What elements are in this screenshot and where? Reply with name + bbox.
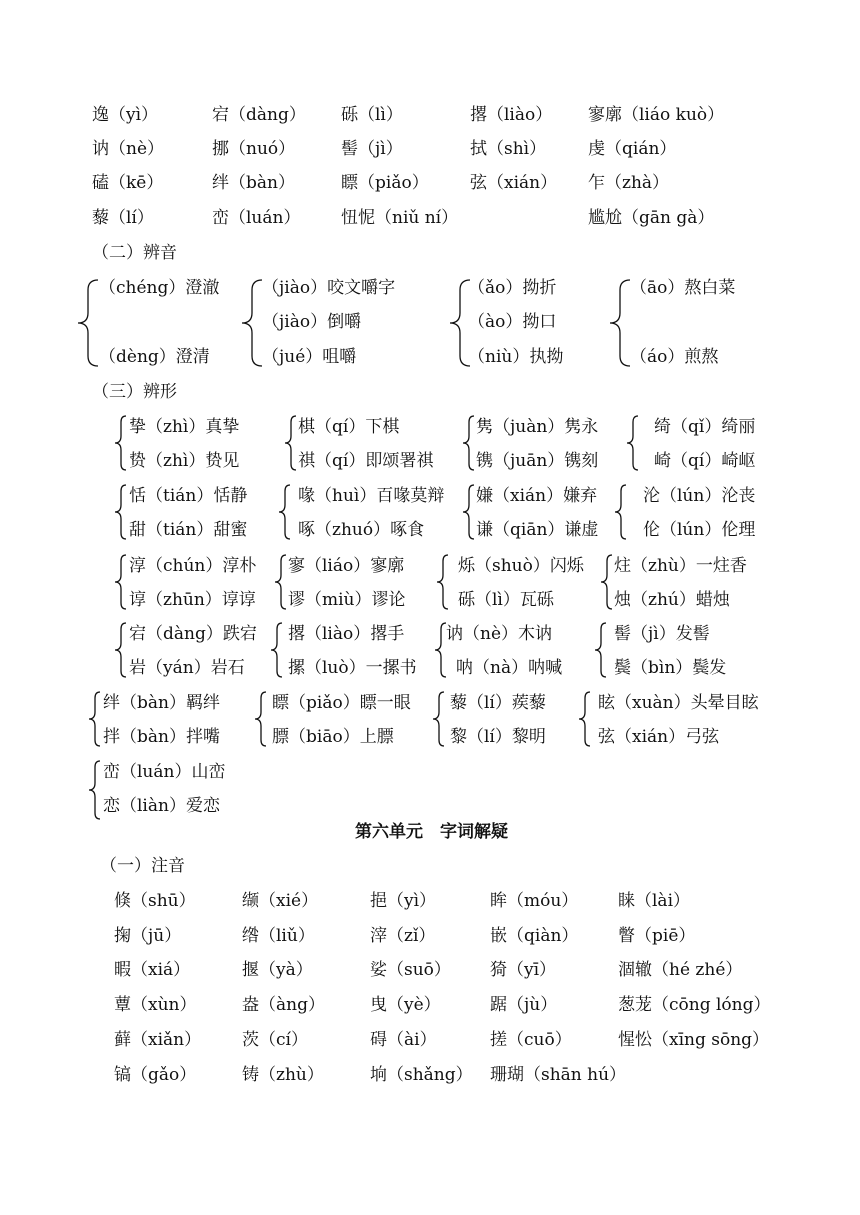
bianxing-item: 鬓（bìn）鬓发	[614, 658, 727, 678]
bianxing-item: 烁（shuò）闪烁	[458, 556, 584, 576]
zhuyin-item: 磕（kē）	[92, 173, 164, 193]
zhuyin-item: 睐（lài）	[618, 891, 691, 911]
brace-icon	[252, 690, 268, 748]
bianxing-item: 伦（lún）伦理	[643, 520, 756, 540]
bianxing-item: 藜（lí）蒺藜	[450, 693, 546, 713]
brace-icon	[460, 414, 476, 472]
zhuyin-item: 缬（xié）	[242, 891, 319, 911]
zhuyin-item: 葱茏（cōng lóng）	[618, 995, 771, 1015]
bianxing-item: 贽（zhì）贽见	[129, 451, 240, 471]
bianxing-item: 岩（yán）岩石	[129, 658, 245, 678]
zhuyin-item: 弦（xián）	[470, 173, 558, 193]
brace-icon	[460, 483, 476, 541]
unit6-title: 第六单元 字词解疑	[355, 822, 508, 842]
zhuyin-item: 逸（yì）	[92, 105, 159, 125]
bianxing-item: 棋（qí）下棋	[298, 417, 400, 437]
bianxing-item: 恋（liàn）爱恋	[103, 796, 220, 816]
bianyin-item: （niù）执拗	[468, 347, 564, 367]
zhuyin-item: 挹（yì）	[370, 891, 437, 911]
zhuyin-item: 眸（móu）	[490, 891, 579, 911]
bianxing-item: 黎（lí）黎明	[450, 727, 546, 747]
zhuyin-item: 蕈（xùn）	[114, 995, 197, 1015]
bianxing-item: 恬（tián）恬静	[129, 486, 248, 506]
zhuyin-item: 猗（yī）	[490, 960, 557, 980]
bianxing-item: 眩（xuàn）头晕目眩	[598, 693, 759, 713]
bianxing-item: 呐（nà）呐喊	[456, 658, 563, 678]
zhuyin-item: 撂（liào）	[470, 105, 553, 125]
zhuyin-item: 瞥（piē）	[618, 926, 696, 946]
bianxing-item: 嫌（xián）嫌弃	[476, 486, 598, 506]
zhuyin-item: 涸辙（hé zhé）	[618, 960, 743, 980]
brace-icon	[86, 759, 102, 821]
bianxing-item: 拌（bàn）拌嘴	[103, 727, 220, 747]
zhuyin-item: 绺（liǔ）	[242, 926, 315, 946]
bianyin-item: （jiào）倒嚼	[262, 312, 362, 332]
brace-icon	[112, 621, 128, 679]
zhuyin-item: 挪（nuó）	[212, 139, 296, 159]
zhuyin-item: 忸怩（niǔ ní）	[341, 208, 459, 228]
zhuyin-item: 髻（jì）	[341, 139, 403, 159]
bianxing-item: 甜（tián）甜蜜	[129, 520, 248, 540]
bianxing-item: 啄（zhuó）啄食	[298, 520, 425, 540]
bianxing-item: 瞟（piǎo）瞟一眼	[272, 693, 411, 713]
brace-icon	[86, 690, 102, 748]
bianxing-item: 绮（qǐ）绮丽	[654, 417, 756, 437]
brace-icon	[238, 278, 264, 368]
zhuyin-item: 拭（shì）	[470, 139, 547, 159]
zhuyin-item: 倏（shū）	[114, 891, 196, 911]
brace-icon	[282, 414, 298, 472]
bianxing-item: 膘（biāo）上膘	[272, 727, 394, 747]
bianyin-heading: （二）辨音	[92, 243, 177, 263]
brace-icon	[112, 414, 128, 472]
zhuyin-item: 揠（yà）	[242, 960, 313, 980]
zhuyin-item: 娑（suō）	[370, 960, 451, 980]
brace-icon	[612, 483, 628, 541]
bianxing-item: 讷（nè）木讷	[446, 624, 553, 644]
bianxing-item: 沦（lún）沦丧	[643, 486, 756, 506]
zhuyin-item: 讷（nè）	[92, 139, 165, 159]
bianxing-item: 弦（xián）弓弦	[598, 727, 720, 747]
bianxing-item: 摞（luò）一摞书	[288, 658, 417, 678]
bianxing-item: 砾（lì）瓦砾	[458, 590, 554, 610]
bianxing-item: 隽（juàn）隽永	[476, 417, 599, 437]
bianyin-item: （jué）咀嚼	[262, 347, 357, 367]
zhuyin-item: 铸（zhù）	[242, 1065, 324, 1085]
brace-icon	[592, 621, 608, 679]
bianyin-item: （jiào）咬文嚼字	[262, 278, 396, 298]
zhuyin-item: 踞（jù）	[490, 995, 558, 1015]
bianyin-item: （ǎo）拗折	[468, 278, 557, 298]
zhuyin-item: 镐（gǎo）	[114, 1065, 197, 1085]
zhuyin-item: 曳（yè）	[370, 995, 441, 1015]
zhuyin-item: 尴尬（gān gà）	[588, 208, 715, 228]
zhuyin-item: 暇（xiá）	[114, 960, 191, 980]
zhuyin-item: 绊（bàn）	[212, 173, 295, 193]
zhuyin-item: 砾（lì）	[341, 105, 403, 125]
brace-icon	[112, 483, 128, 541]
zhuyin-item: 盎（àng）	[242, 995, 325, 1015]
brace-icon	[606, 278, 632, 368]
bianxing-item: 炷（zhù）一炷香	[614, 556, 747, 576]
zhuyin-item: 搓（cuō）	[490, 1030, 572, 1050]
unit6-zhuyin-heading: （一）注音	[100, 856, 185, 876]
bianyin-item: （chéng）澄澈	[99, 278, 220, 298]
bianxing-item: 祺（qí）即颂署祺	[298, 451, 434, 471]
brace-icon	[598, 553, 614, 611]
bianxing-item: 峦（luán）山峦	[103, 762, 226, 782]
zhuyin-item: 垧（shǎng）	[370, 1065, 473, 1085]
brace-icon	[276, 483, 292, 541]
bianxing-item: 绊（bàn）羁绊	[103, 693, 220, 713]
bianxing-item: 谦（qiān）谦虚	[476, 520, 599, 540]
brace-icon	[576, 690, 592, 748]
bianxing-item: 镌（juān）镌刻	[476, 451, 599, 471]
bianxing-item: 谆（zhūn）谆谆	[129, 590, 256, 610]
bianyin-item: （áo）煎熬	[630, 347, 719, 367]
zhuyin-item: 珊瑚（shān hú）	[490, 1065, 627, 1085]
zhuyin-item: 宕（dàng）	[212, 105, 306, 125]
zhuyin-item: 藓（xiǎn）	[114, 1030, 202, 1050]
zhuyin-item: 茨（cí）	[242, 1030, 308, 1050]
zhuyin-item: 寥廓（liáo kuò）	[588, 105, 725, 125]
brace-icon	[112, 553, 128, 611]
bianxing-item: 髻（jì）发髻	[614, 624, 710, 644]
zhuyin-item: 藜（lí）	[92, 208, 154, 228]
bianxing-item: 谬（miù）谬论	[288, 590, 406, 610]
zhuyin-item: 碍（ài）	[370, 1030, 437, 1050]
bianxing-item: 挚（zhì）真挚	[129, 417, 240, 437]
brace-icon	[268, 621, 284, 679]
zhuyin-item: 滓（zǐ）	[370, 926, 436, 946]
bianxing-item: 寥（liáo）寥廓	[288, 556, 405, 576]
zhuyin-item: 瞟（piǎo）	[341, 173, 429, 193]
zhuyin-item: 峦（luán）	[212, 208, 301, 228]
bianyin-item: （dèng）澄清	[99, 347, 210, 367]
bianxing-item: 喙（huì）百喙莫辩	[298, 486, 445, 506]
bianyin-item: （āo）熬白菜	[630, 278, 736, 298]
bianxing-item: 淳（chún）淳朴	[129, 556, 257, 576]
zhuyin-item: 乍（zhà）	[588, 173, 670, 193]
bianyin-item: （ào）拗口	[468, 312, 557, 332]
bianxing-item: 崎（qí）崎岖	[654, 451, 756, 471]
brace-icon	[624, 414, 640, 472]
zhuyin-item: 虔（qián）	[588, 139, 677, 159]
brace-icon	[74, 278, 100, 368]
bianxing-heading: （三）辨形	[92, 382, 177, 402]
zhuyin-item: 掬（jū）	[114, 926, 182, 946]
brace-icon	[272, 553, 288, 611]
bianxing-item: 撂（liào）撂手	[288, 624, 405, 644]
bianxing-item: 烛（zhú）蜡烛	[614, 590, 730, 610]
bianxing-item: 宕（dàng）跌宕	[129, 624, 257, 644]
zhuyin-item: 惺忪（xīng sōng）	[618, 1030, 770, 1050]
brace-icon	[430, 690, 446, 748]
brace-icon	[434, 553, 450, 611]
zhuyin-item: 嵌（qiàn）	[490, 926, 579, 946]
